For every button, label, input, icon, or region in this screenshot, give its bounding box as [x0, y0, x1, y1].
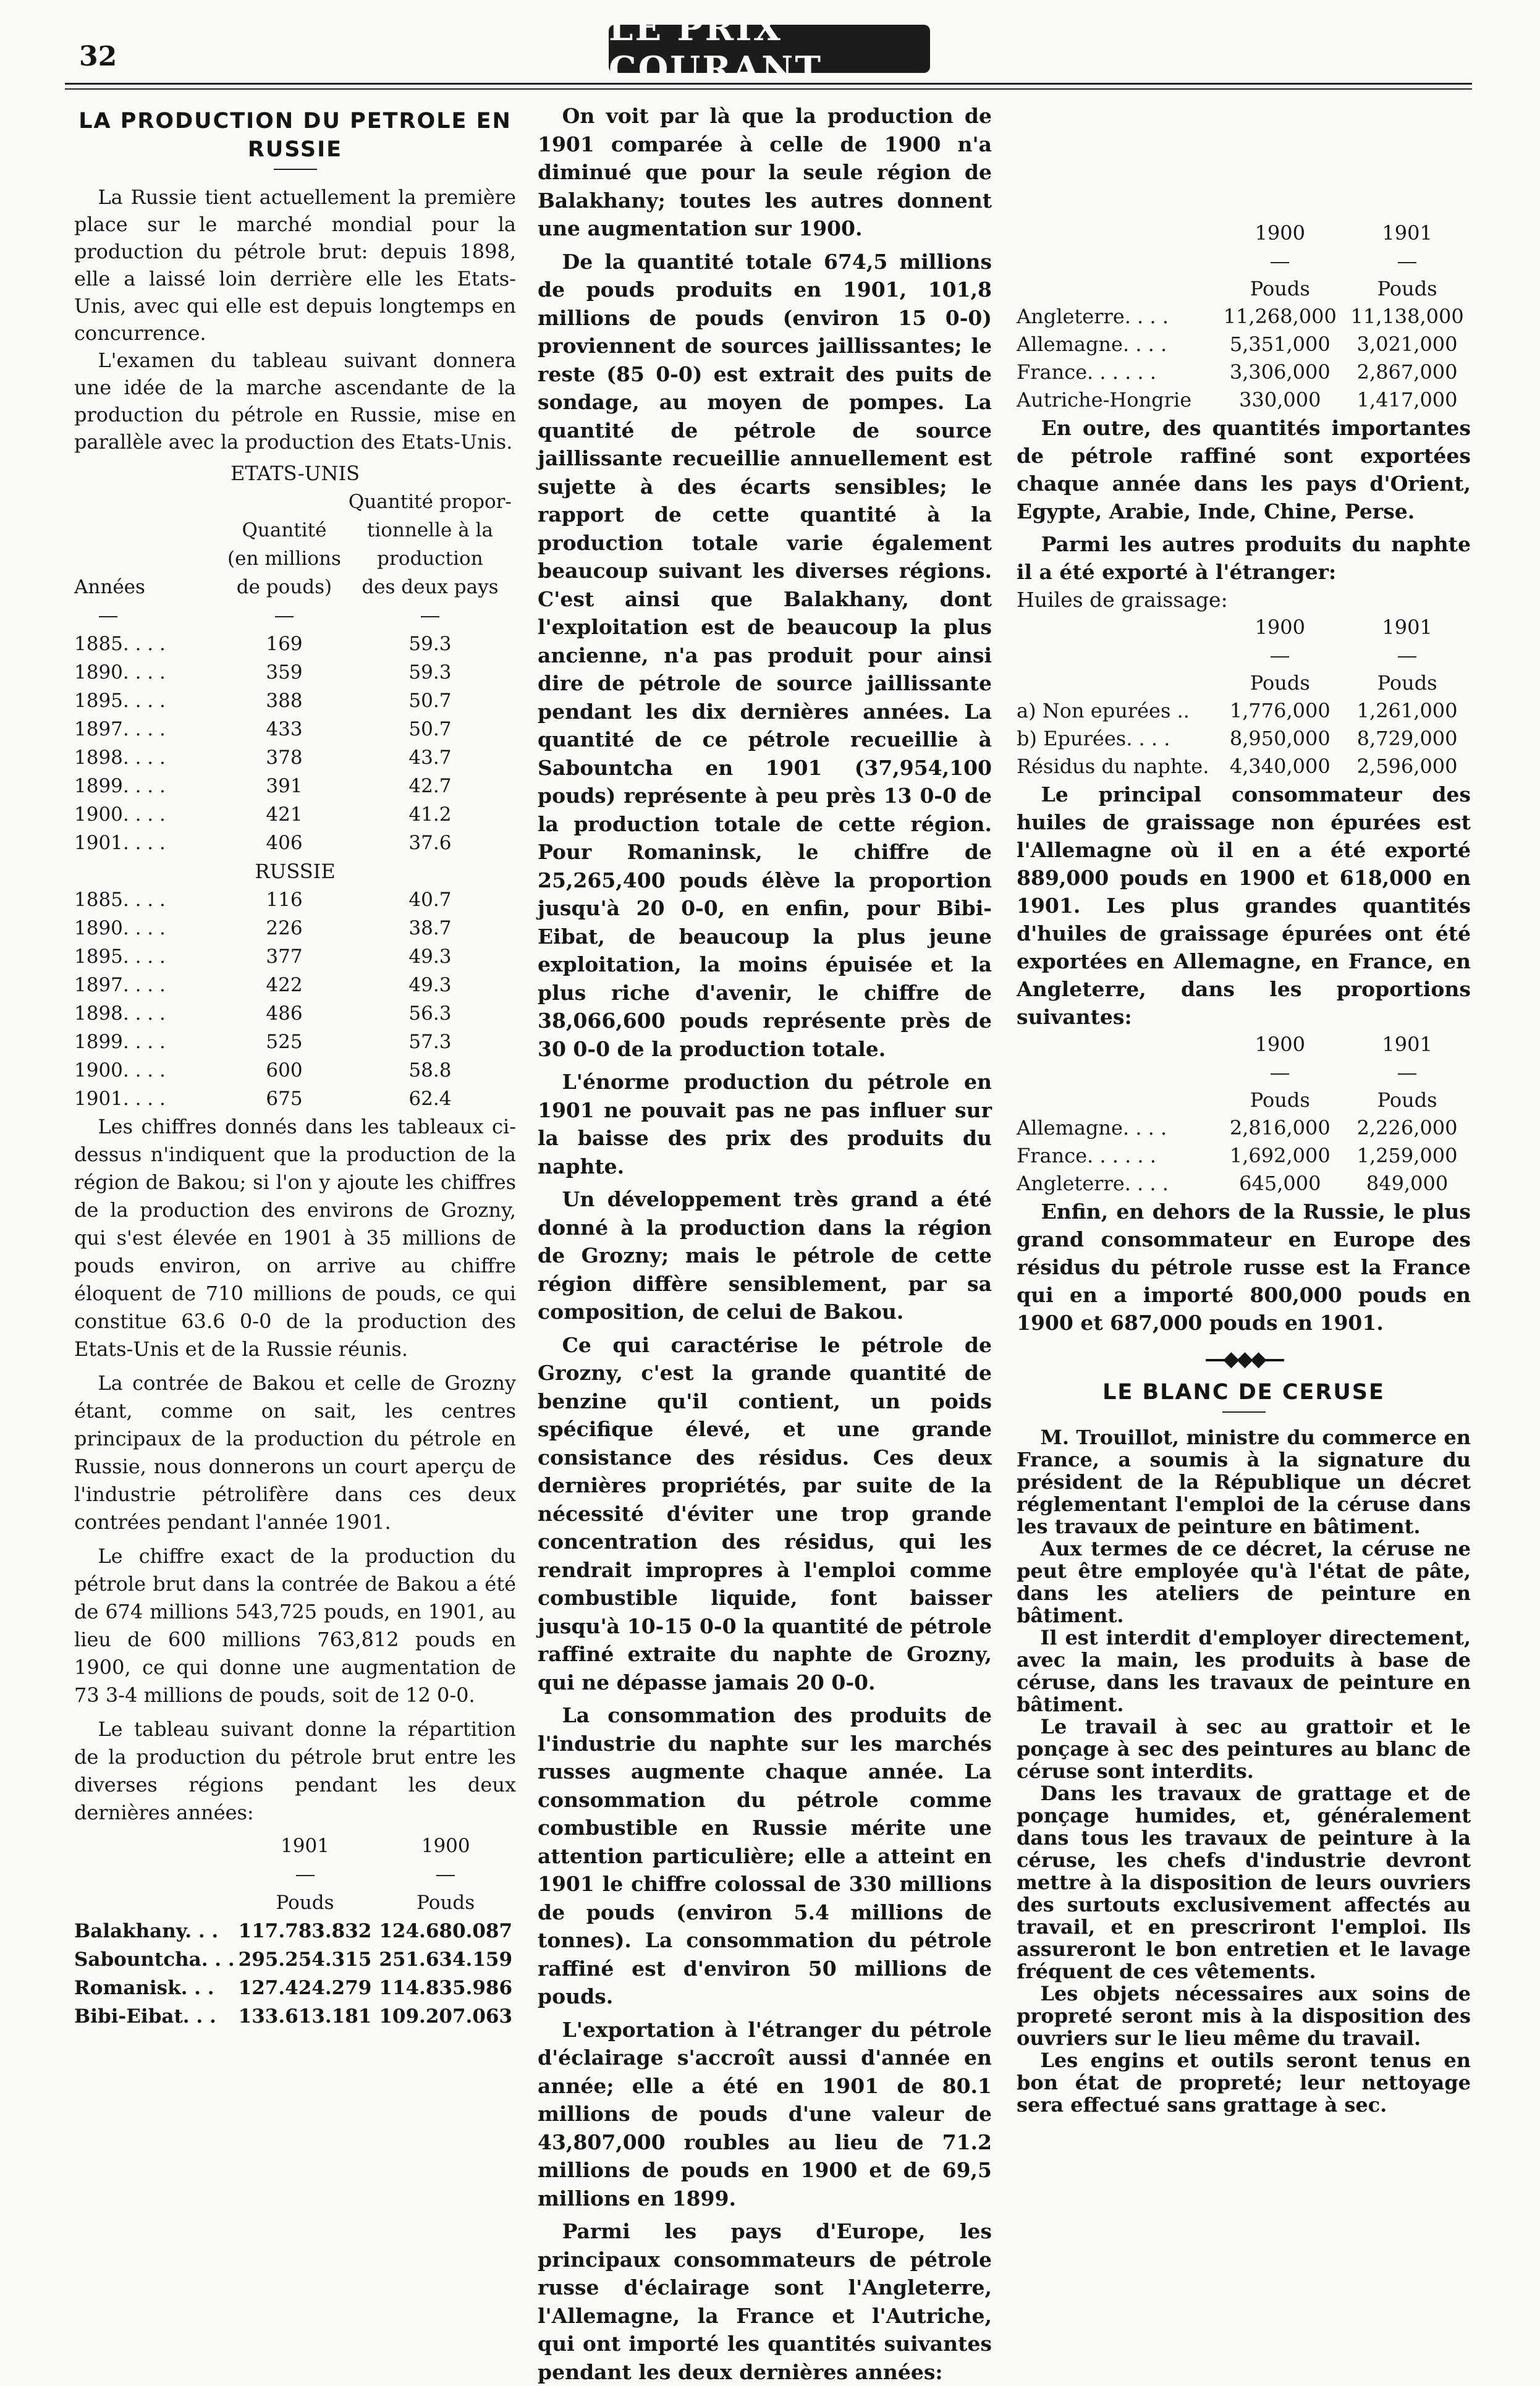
regions-table: 1901 1900 Pouds Pouds Balakhany. . . 117.783.832 124.680.087 Sabountcha. . . 295.254.315 251.634.159 Romanisk. . . 127.424.279 114.835.986 Bibi-Eibat. . . 133.613.181 109.207.063	[74, 1832, 516, 2031]
paragraph: Aux termes de ce décret, la céruse ne peut être employée qu'à l'état de pâte, dans les ateliers de peinture en bâtiment.	[1017, 1537, 1471, 1627]
imports-table: 1900 1901 Pouds Pouds Angleterre. . . . 11,268,000 11,138,000 Allemagne. . . . 5,351,000 3,021,000 France. . . . . . 3,306,000 2,867,000 Autriche-Hongrie 330,000 1,417,000	[1017, 219, 1471, 414]
table-row: Allemagne. . . . 5,351,000 3,021,000	[1017, 332, 1458, 356]
col-header: production	[377, 548, 483, 570]
table-row: 1885. . . . 169 59.3	[74, 633, 452, 655]
table-heading-us: ETATS-UNIS	[230, 462, 360, 485]
column-1	[74, 102, 516, 2031]
table-row: 1898. . . . 378 43.7	[74, 747, 452, 769]
table-row: France. . . . . . 1,692,000 1,259,000	[1017, 1144, 1458, 1167]
page-number: 32	[79, 41, 117, 72]
oils-table: 1900 1901 Pouds Pouds a) Non epurées .. 1,776,000 1,261,000 b) Epurées. . . . 8,950,000 8,729,000 Résidus du naphte. 4,340,000 2,596,000	[1017, 614, 1471, 781]
table-row: 1897. . . . 433 50.7	[74, 718, 452, 740]
table-row: 1901. . . . 406 37.6	[74, 832, 452, 854]
header-rule-thin	[65, 88, 1472, 90]
masthead-logo: LE PRIX COURANT	[609, 25, 930, 73]
paragraph: En outre, des quantités importantes de pétrole raffiné sont exportées chaque année dans les pays d'Orient, Egypte, Arabie, Inde, Chine, Perse.	[1017, 416, 1471, 523]
title-divider	[274, 169, 317, 170]
table-row: Résidus du naphte. 4,340,000 2,596,000	[1017, 755, 1458, 778]
paragraph: Ce qui caractérise le pétrole de Grozny, c'est la grande quantité de benzine qu'il contient, un poids spécifique élevé, et une grande consistance des résidus. Ces deux dernières propriétés, par suite de la nécessité d'éviter une trop grande concentration des résidus, qui les rendrait impropres à l'emploi comme combustible liquide, font baisser jusqu'à 10-15 0-0 la quantité de pétrole raffiné extraite du naphte de Grozny, qui ne dépasse jamais 20 0-0.	[538, 1332, 992, 1694]
paragraph: Parmi les autres produits du naphte il a été exporté à l'étranger:	[1017, 532, 1471, 584]
paragraph: La contrée de Bakou et celle de Grozny étant, comme on sait, les centres principaux de la production du pétrole en Russie, nous donnerons un court aperçu de l'industrie pétrolifère dans ces deux contrées pendant l'année 1901.	[74, 1371, 516, 1534]
table-row: Bibi-Eibat. . . 133.613.181 109.207.063	[74, 2005, 513, 2028]
column-3	[1017, 102, 1471, 2116]
col-header: (en millions	[227, 548, 341, 570]
paragraph: De la quantité totale 674,5 millions de pouds produits en 1901, 101,8 millions de pouds (environ 15 0-0) proviennent de sources jaillissantes; le reste (85 0-0) est extrait des puits de sondage, au moyen de pompes. La quantité de pétrole de source jaillissante recueillie annuellement est sujette à des écarts sensibles; le rapport de cette quantité à la production totale varie également beaucoup suivant les diverses régions. C'est ainsi que Balakhany, dont l'exploitation est de beaucoup la plus ancienne, n'a pas produit pour ainsi dire de pétrole de source jaillissante pendant les dix dernières années. La quantité de ce pétrole recueillie à Sabountcha en 1901 (37,954,100 pouds) représente à peu près 13 0-0 de la production totale de cette région. Pour Romaninsk, le chiffre de 25,265,400 pouds élève la proportion jusqu'à 20 0-0, en enfin, pour Bibi-Eibat, de beaucoup la plus jeune exploitation, la moins épuisée et la plus riche d'avenir, le chiffre de 38,066,600 pouds représente près de 30 0-0 de la production totale.	[538, 249, 992, 1061]
table-heading-russia: RUSSIE	[255, 860, 336, 883]
paragraph: Un développement très grand a été donné à la production dans la région de Grozny; mais le pétrole de cette région diffère sensiblement, par sa composition, de celui de Bakou.	[538, 1187, 992, 1324]
table-row: 1901. . . . 675 62.4	[74, 1088, 452, 1110]
paragraph: Le travail à sec au grattoir et le ponçage à sec des peintures au blanc de céruse sont interdits.	[1017, 1715, 1471, 1783]
table-row: 1890. . . . 359 59.3	[74, 661, 452, 683]
col-header: tionnelle à la	[366, 519, 493, 541]
column-2	[538, 102, 992, 2386]
grease-table: 1900 1901 Pouds Pouds Allemagne. . . . 2,816,000 2,226,000 France. . . . . . 1,692,000 1,259,000 Angleterre. . . . 645,000 849,000	[1017, 1031, 1471, 1198]
table-row: Angleterre. . . . 11,268,000 11,138,000	[1017, 305, 1464, 328]
paragraph: La Russie tient actuellement la première place sur le marché mondial pour la production du pétrole brut: depuis 1898, elle a laissé loin derrière elle les Etats-Unis, avec qui elle est depuis longtemps en concurrence.	[74, 185, 516, 345]
paragraph: On voit par là que la production de 1901 comparée à celle de 1900 n'a diminué que pour la seule région de Balakhany; toutes les autres donnent une augmentation sur 1900.	[538, 104, 992, 240]
table-row: 1885. . . . 116 40.7	[74, 889, 452, 911]
table-row: Sabountcha. . . 295.254.315 251.634.159	[74, 1948, 513, 1971]
table-row: Autriche-Hongrie 330,000 1,417,000	[1017, 388, 1458, 412]
paragraph: Enfin, en dehors de la Russie, le plus grand consommateur en Europe des résidus du pétrole russe est la France qui en a importé 800,000 pouds en 1900 et 687,000 pouds en 1901.	[1017, 1199, 1471, 1335]
col-header: Quantité propor-	[348, 491, 512, 513]
paragraph: Les chiffres donnés dans les tableaux ci-dessus n'indiquent que la production de la région de Bakou; si l'on y ajoute les chiffres de la production des environs de Grozny, qui s'est élevée en 1901 à 35 millions de pouds environ, on arrive au chiffre éloquent de 710 millions de pouds, ce qui constitue 63.6 0-0 de la production des Etats-Unis et de la Russie réunis.	[74, 1115, 516, 1361]
title-divider	[1222, 1411, 1266, 1413]
table-row: Balakhany. . . 117.783.832 124.680.087	[74, 1920, 513, 1942]
paragraph: La consommation des produits de l'industrie du naphte sur les marchés russes augmente chaque année. La consommation du pétrole comme combustible en Russie mérite une attention particulière; elle a atteint en 1901 le chiffre colossal de 330 millions de pouds (environ 5.4 millions de tonnes). La consommation du pétrole raffiné est d'environ 50 millions de pouds.	[538, 1703, 992, 2008]
oils-label: Huiles de graissage:	[1017, 588, 1228, 612]
col-header: Années	[74, 576, 145, 598]
paragraph: L'examen du tableau suivant donnera une idée de la marche ascendante de la production du pétrole en Russie, mise en parallèle avec la production des Etats-Unis.	[74, 349, 516, 454]
paragraph: Les engins et outils seront tenus en bon état de propreté; leur nettoyage sera effectué sans grattage à sec.	[1017, 2049, 1471, 2117]
paragraph: L'énorme production du pétrole en 1901 ne pouvait pas ne pas influer sur la baisse des prix des produits du naphte.	[538, 1070, 992, 1178]
table-row: 1900. . . . 600 58.8	[74, 1059, 452, 1081]
table-row: Allemagne. . . . 2,816,000 2,226,000	[1017, 1116, 1458, 1140]
paragraph: Il est interdit d'employer directement, avec la main, les produits à base de céruse, dans les travaux de peinture en bâtiment.	[1017, 1626, 1471, 1716]
decree-article	[1017, 1426, 1471, 2116]
header-rule	[65, 83, 1472, 85]
table-row: 1895. . . . 377 49.3	[74, 946, 452, 968]
table-row: 1890. . . . 226 38.7	[74, 917, 452, 939]
paragraph: Le principal consommateur des huiles de graissage non épurées est l'Allemagne où il en a été exporté 889,000 pouds en 1900 et 618,000 en 1901. Les plus grandes quantités d'huiles de graissage épurées ont été exportées en Allemagne, en France, en Angleterre, dans les proportions suivantes:	[1017, 782, 1471, 1029]
paragraph: Le tableau suivant donne la répartition de la production du pétrole brut entre les diverses régions pendant les deux dernières années:	[74, 1717, 516, 1824]
table-row: Angleterre. . . . 645,000 849,000	[1017, 1172, 1449, 1195]
table-row: a) Non epurées .. 1,776,000 1,261,000	[1017, 699, 1458, 722]
col-header: des deux pays	[362, 576, 499, 598]
paragraph: L'exportation à l'étranger du pétrole d'éclairage s'accroît aussi d'année en année; elle a été en 1901 de 80.1 millions de pouds d'une valeur de 43,807,000 roubles au lieu de 71.2 millions de pouds en 1900 et de 69,5 millions en 1899.	[538, 2017, 992, 2210]
table-row: 1897. . . . 422 49.3	[74, 974, 452, 996]
paragraph: M. Trouillot, ministre du commerce en France, a soumis à la signature du président de la République un décret réglementant l'emploi de la céruse dans les travaux de peinture en bâtiment.	[1017, 1426, 1471, 1538]
paragraph: Le chiffre exact de la production du pétrole brut dans la contrée de Bakou a été de 674 millions 543,725 pouds, en 1901, au lieu de 600 millions 763,812 pouds en 1900, ce qui donne une augmentation de 73 3-4 millions de pouds, soit de 12 0-0.	[74, 1544, 516, 1707]
table-row: France. . . . . . 3,306,000 2,867,000	[1017, 360, 1458, 384]
table-row: 1899. . . . 525 57.3	[74, 1031, 452, 1053]
table-row: 1900. . . . 421 41.2	[74, 803, 452, 826]
col-header: de pouds)	[236, 576, 332, 598]
paragraph: Dans les travaux de grattage et de ponçage humides, et, généralement dans tous les travaux de peinture à la céruse, les chefs d'industrie devront mettre à la disposition de leurs ouvriers des surtouts exclusivement affectés au travail, et en prescriront l'emploi. Ils assureront le bon entretien et le lavage fréquent de ces vêtements.	[1017, 1782, 1471, 1983]
production-table	[74, 488, 516, 1113]
ornament-divider: —◆◆◆—	[1204, 1347, 1283, 1371]
article-title: LE BLANC DE CERUSE	[1102, 1380, 1385, 1405]
table-row: b) Epurées. . . . 8,950,000 8,729,000	[1017, 727, 1458, 750]
table-row: Romanisk. . . 127.424.279 114.835.986	[74, 1977, 513, 1999]
paragraph: Parmi les pays d'Europe, les principaux consommateurs de pétrole russe d'éclairage sont l'Angleterre, l'Allemagne, la France et l'Autriche, qui ont importé les quantités suivantes pendant les deux dernières années:	[538, 2219, 992, 2384]
col-header: Quantité	[242, 519, 327, 541]
paragraph: Les objets nécessaires aux soins de propreté seront mis à la disposition des ouvriers sur le lieu même du travail.	[1017, 1982, 1471, 2050]
table-row: 1898. . . . 486 56.3	[74, 1002, 452, 1025]
article-title: LA PRODUCTION DU PETROLE EN RUSSIE	[78, 109, 512, 162]
table-row: 1899. . . . 391 42.7	[74, 775, 452, 797]
table-row: 1895. . . . 388 50.7	[74, 690, 452, 712]
